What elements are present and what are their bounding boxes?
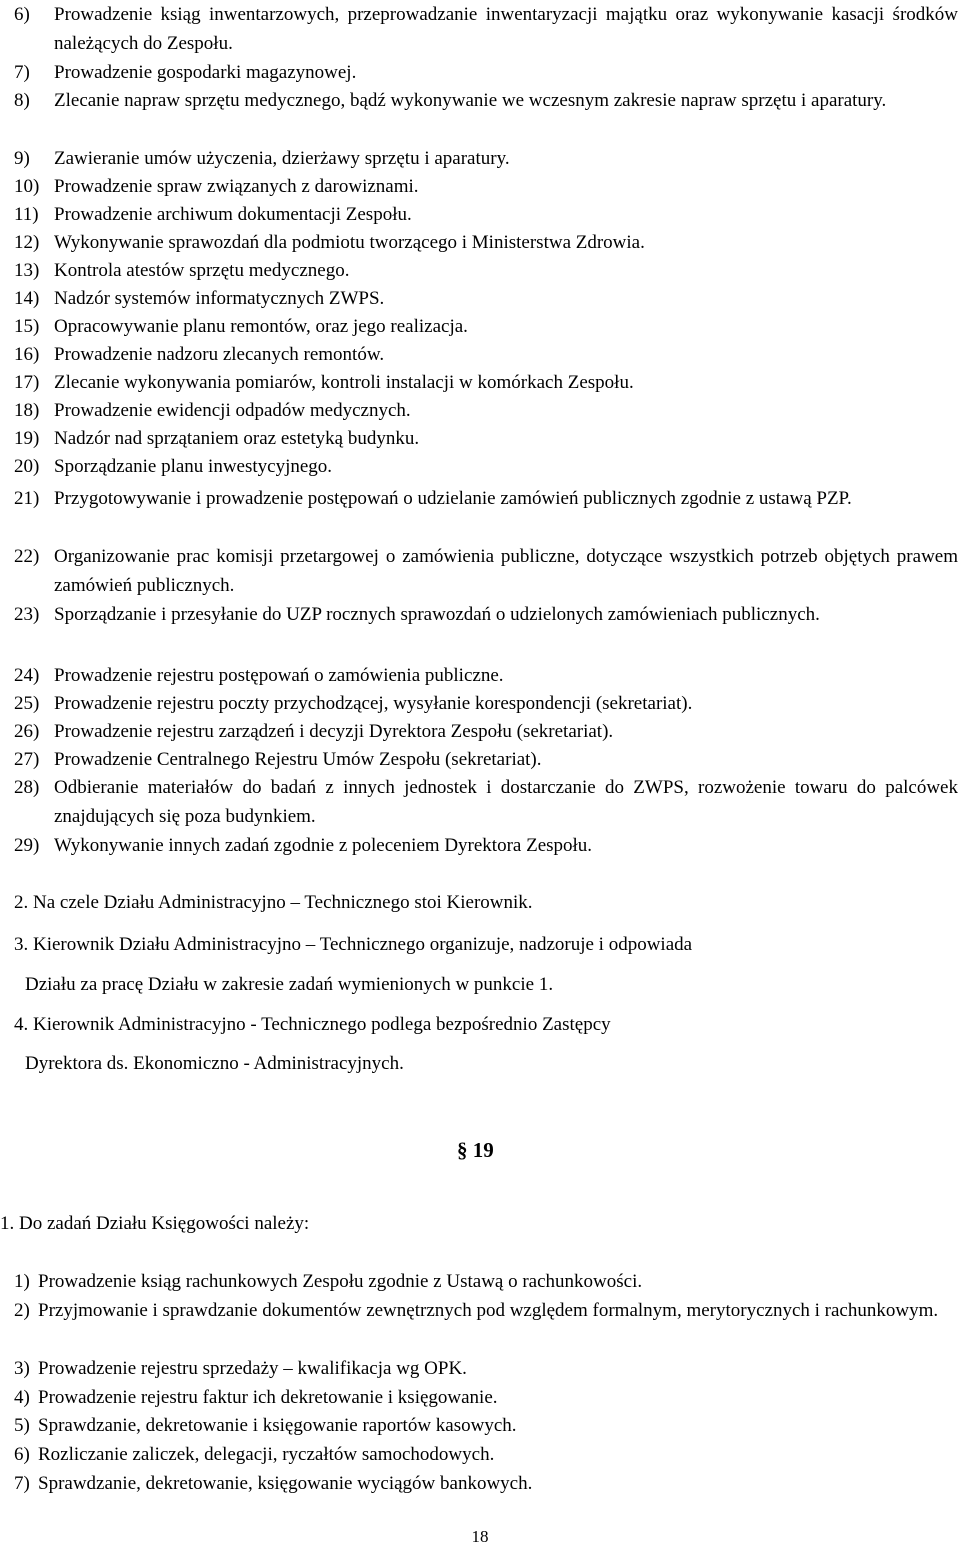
item-number: 5) (14, 1415, 30, 1436)
item-text: Zlecanie wykonywania pomiarów, kontroli instalacji w komórkach Zespołu. (54, 372, 634, 393)
item-text: Zawieranie umów użyczenia, dzierżawy sprzętu i aparatury. (54, 148, 510, 169)
item-text: Sprawdzanie, dekretowanie i księgowanie raportów kasowych. (38, 1415, 517, 1436)
item-number: 22) (14, 546, 40, 567)
item-number: 26) (14, 721, 40, 742)
item-number: 12) (14, 232, 40, 253)
list-item (14, 424, 958, 453)
item-text: Sporządzanie i przesyłanie do UZP rocznych sprawozdań o udzielonych zamówieniach publicznych. (54, 604, 820, 625)
item-number: 4) (14, 1387, 30, 1408)
list-item (14, 1354, 958, 1383)
list-item (14, 0, 958, 58)
list-item (14, 256, 958, 285)
list-item (14, 312, 958, 341)
list-item (14, 1411, 958, 1440)
item-text: Prowadzenie Centralnego Rejestru Umów Zespołu (sekretariat). (54, 749, 542, 770)
list-item (14, 745, 958, 774)
item-number: 16) (14, 344, 40, 365)
item-number: 2) (14, 1300, 30, 1321)
list-item (14, 284, 958, 313)
section-heading: § 19 (457, 1138, 494, 1162)
paragraph-4-line-2: Dyrektora ds. Ekonomiczno - Administracyjnych. (25, 1053, 404, 1074)
paragraph-3-line-1: 3. Kierownik Działu Administracyjno – Technicznego organizuje, nadzoruje i odpowiada (14, 934, 693, 955)
list-item (14, 200, 958, 229)
item-text: Nadzór systemów informatycznych ZWPS. (54, 288, 385, 309)
list-item (14, 661, 958, 690)
item-number: 3) (14, 1358, 30, 1379)
item-number: 9) (14, 148, 30, 169)
item-text: Sprawdzanie, dekretowanie, księgowanie wyciągów bankowych. (38, 1473, 533, 1494)
item-text: Kontrola atestów sprzętu medycznego. (54, 260, 350, 281)
item-text: Prowadzenie rejestru poczty przychodzącej, wysyłanie korespondencji (sekretariat). (54, 693, 693, 714)
item-number: 14) (14, 288, 40, 309)
list-item (14, 484, 958, 513)
item-text: Prowadzenie spraw związanych z darowiznami. (54, 176, 419, 197)
list-item (14, 773, 958, 831)
list-item (14, 542, 958, 600)
list-item (14, 144, 958, 173)
item-number: 6) (14, 4, 30, 25)
item-text: Wykonywanie sprawozdań dla podmiotu tworzącego i Ministerstwa Zdrowia. (54, 232, 645, 253)
item-number: 13) (14, 260, 40, 281)
item-text: Opracowywanie planu remontów, oraz jego realizacja. (54, 316, 468, 337)
item-text: Prowadzenie nadzoru zlecanych remontów. (54, 344, 385, 365)
item-text: Prowadzenie rejestru zarządzeń i decyzji Dyrektora Zespołu (sekretariat). (54, 721, 614, 742)
item-text: Organizowanie prac komisji przetargowej o zamówienia publiczne, dotyczące wszystkich potrzeb objętych prawem zamówień publicznych. (54, 546, 958, 596)
list-item (14, 1296, 958, 1325)
list-item (14, 368, 958, 397)
item-text: Prowadzenie ksiąg inwentarzowych, przeprowadzanie inwentaryzacji majątku oraz wykonywanie kasacji środków należących do Zespołu. (54, 4, 958, 54)
list-item (14, 600, 958, 629)
list-item (14, 172, 958, 201)
list-item (14, 1383, 958, 1412)
item-number: 15) (14, 316, 40, 337)
item-number: 23) (14, 604, 40, 625)
list-item (14, 1469, 958, 1498)
item-text: Przyjmowanie i sprawdzanie dokumentów zewnętrznych pod względem formalnym, merytorycznych i rachunkowym. (38, 1300, 939, 1321)
item-number: 29) (14, 835, 40, 856)
list-item (14, 1440, 958, 1469)
item-text: Przygotowywanie i prowadzenie postępowań o udzielanie zamówień publicznych zgodnie z ustawą PZP. (54, 488, 852, 509)
item-text: Prowadzenie rejestru sprzedaży – kwalifikacja wg OPK. (38, 1358, 467, 1379)
list-item (14, 689, 958, 718)
item-number: 25) (14, 693, 40, 714)
item-number: 17) (14, 372, 40, 393)
item-number: 21) (14, 488, 40, 509)
item-number: 7) (14, 1473, 30, 1494)
item-text: Prowadzenie rejestru postępowań o zamówienia publiczne. (54, 665, 504, 686)
item-number: 28) (14, 777, 40, 798)
item-number: 18) (14, 400, 40, 421)
item-text: Prowadzenie ewidencji odpadów medycznych. (54, 400, 411, 421)
item-number: 10) (14, 176, 40, 197)
item-text: Sporządzanie planu inwestycyjnego. (54, 456, 333, 477)
item-text: Wykonywanie innych zadań zgodnie z poleceniem Dyrektora Zespołu. (54, 835, 593, 856)
list-item (14, 340, 958, 369)
item-number: 19) (14, 428, 40, 449)
item-text: Prowadzenie gospodarki magazynowej. (54, 62, 357, 83)
item-text: Rozliczanie zaliczek, delegacji, ryczałtów samochodowych. (38, 1444, 495, 1465)
item-number: 27) (14, 749, 40, 770)
page-number: 18 (471, 1527, 489, 1546)
item-number: 20) (14, 456, 40, 477)
item-text: Nadzór nad sprzątaniem oraz estetyką budynku. (54, 428, 420, 449)
list-item (14, 452, 958, 481)
list-item (14, 831, 958, 860)
list-item (14, 717, 958, 746)
item-number: 24) (14, 665, 40, 686)
paragraph-2: 2. Na czele Działu Administracyjno – Technicznego stoi Kierownik. (14, 892, 533, 913)
section2-intro: 1. Do zadań Działu Księgowości należy: (0, 1213, 310, 1234)
list-item (14, 228, 958, 257)
item-text: Prowadzenie archiwum dokumentacji Zespołu. (54, 204, 412, 225)
list-item (14, 396, 958, 425)
item-number: 1) (14, 1271, 30, 1292)
item-text: Zlecanie napraw sprzętu medycznego, bądź wykonywanie we wczesnym zakresie napraw sprzętu i aparatury. (54, 90, 887, 111)
paragraph-4-line-1: 4. Kierownik Administracyjno - Technicznego podlega bezpośrednio Zastępcy (14, 1014, 611, 1035)
item-number: 8) (14, 90, 30, 111)
list-item (14, 86, 958, 115)
item-number: 7) (14, 62, 30, 83)
item-text: Prowadzenie rejestru faktur ich dekretowanie i księgowanie. (38, 1387, 498, 1408)
list-item (14, 1267, 958, 1296)
paragraph-3-line-2: Działu za pracę Działu w zakresie zadań wymienionych w punkcie 1. (25, 974, 554, 995)
item-text: Prowadzenie ksiąg rachunkowych Zespołu zgodnie z Ustawą o rachunkowości. (38, 1271, 643, 1292)
list-item (14, 58, 958, 87)
item-number: 11) (14, 204, 39, 225)
item-text: Odbieranie materiałów do badań z innych jednostek i dostarczanie do ZWPS, rozwożenie towaru do palcówek znajdujących się poza budynkiem. (54, 777, 958, 827)
item-number: 6) (14, 1444, 30, 1465)
